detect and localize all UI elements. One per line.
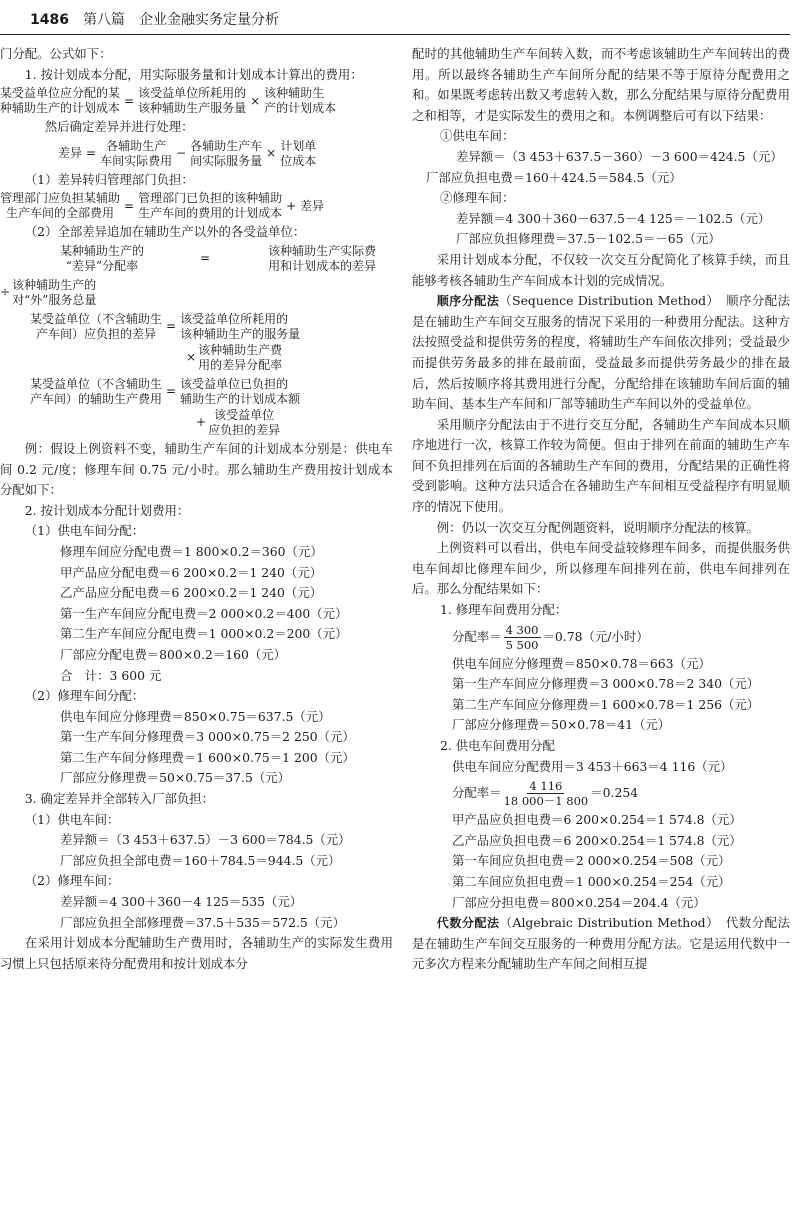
calc-line: 厂部应负担全部修理费＝37.5＋535＝572.5（元） — [60, 914, 345, 930]
sub-heading: （1）供电车间： — [24, 811, 120, 827]
calc-line: 乙产品应负担电费＝6 200×0.254＝1 574.8（元） — [452, 832, 742, 848]
formula-diff-rate: 某种辅助生产的 “差异”分配率 = 该种辅助生产实际费 用和计划成本的差异 — [60, 243, 377, 273]
sub-heading: （1）差异转归管理部门负担： — [24, 171, 194, 187]
calc-line: 甲产品应分配电费＝6 200×0.2＝1 240（元） — [60, 564, 323, 580]
paragraph: 然后确定差异并进行处理： — [44, 119, 194, 135]
paragraph: 采用计划成本分配，不仅较一次交互分配简化了核算手续，而且能够考核各辅助生产车间成本计划的完成情况。 — [412, 251, 790, 288]
calc-line: 第二生产车间分修理费＝1 600×0.75＝1 200（元） — [60, 749, 355, 765]
formula-difference: 差异 = 各辅助生产 车间实际费用 − 各辅助生产车 间实际服务量 × 计划单 位成本 — [58, 138, 317, 168]
formula-mgmt-cost: 管理部门应负担某辅助 生产车间的全部费用 = 管理部门已负担的该种辅助 生产车间的费用的计划成本 + 差异 — [0, 191, 324, 221]
sub-heading: ①供电车间： — [440, 128, 515, 144]
calc-line: 厂部应负担全部电费＝160＋784.5＝944.5（元） — [60, 852, 341, 868]
rate-formula: 分配率＝ 4 116 18 000－1 800 ＝0.254 — [452, 779, 639, 809]
calc-line: 第二生产车间应分配电费＝1 000×0.2＝200（元） — [60, 626, 348, 642]
header-rule — [0, 34, 790, 35]
formula-unit-cost-diff: + 该受益单位 应负担的差异 — [196, 407, 281, 437]
calc-line: 第一车间应负担电费＝2 000×0.254＝508（元） — [452, 853, 731, 869]
calc-list-diff-repair — [0, 892, 393, 933]
calc-line: 第一生产车间分修理费＝3 000×0.75＝2 250（元） — [60, 729, 355, 745]
calc-list-diff-power — [0, 830, 393, 871]
paragraph: 配时的其他辅助生产车间转入数，而不考虑该辅助生产车间转出的费用。所以最终各辅助生产车间所分配的结果不等于原待分配费用之和。如果既考虑转出数又考虑转入数，那么分配结果与原待分配费用之和相等，才是实际发生的费用之和。本例调整后可有以下结果： — [412, 46, 790, 123]
calc-line: 供电车间应分修理费＝850×0.75＝637.5（元） — [60, 708, 331, 724]
paragraph: 例：假设上例资料不变，辅助生产车间的计划成本分别是：供电车间 0.2 元/度；修理车间 0.75 元/小时。那么辅助生产费用按计划成本分配如下： — [0, 440, 393, 498]
calc-line: 差异额＝（3 453＋637.5）－3 600＝784.5（元） — [60, 832, 351, 848]
calc-line: 厂部应分担电费＝800×0.254＝204.4（元） — [452, 894, 706, 910]
calc-total: 合 计：3 600 元 — [60, 667, 162, 683]
paragraph: 在采用计划成本分配辅助生产费用时，各辅助生产的实际发生费用习惯上只包括原来待分配费用和按计划成本分 — [0, 935, 393, 971]
calc-line: 厂部应分修理费＝50×0.75＝37.5（元） — [60, 770, 291, 786]
chapter-title: 企业金融实务定量分析 — [138, 12, 279, 28]
method-heading: 3. 确定差异并全部转入厂部负担： — [24, 791, 215, 807]
formula-unit-diff: 某受益单位（不含辅助生 产车间）应负担的差异 = 该受益单位所耗用的 该种辅助生产的服务量 — [30, 311, 301, 341]
calc-line: 厂部应负担电费＝160＋424.5＝584.5（元） — [426, 169, 682, 185]
paragraph: 门分配。公式如下： — [0, 46, 112, 61]
term-algebraic: 代数分配法 — [436, 916, 500, 931]
left-column — [0, 44, 393, 974]
term-sequence-en: （Sequence Distribution Method） — [499, 293, 714, 309]
formula-unit-diff-rate: × 该种辅助生产费 用的差异分配率 — [186, 342, 283, 372]
calc-list-repair — [0, 707, 393, 789]
paragraph: 上例资料可以看出，供电车间受益较修理车间多，而提供服务供电车间却比修理车间少，所以修理车间排列在前，供电车间排列在后。那么分配结果如下： — [412, 540, 790, 597]
formula-unit-cost: 某受益单位（不含辅助生 产车间）的辅助生产费用 = 该受益单位已负担的 辅助生产的计划成本额 — [30, 376, 301, 406]
calc-line: 第一生产车间应分配电费＝2 000×0.2＝400（元） — [60, 605, 348, 621]
running-header — [30, 9, 279, 29]
sub-heading: （2）修理车间： — [24, 873, 120, 889]
paragraph: 采用顺序分配法由于不进行交互分配，各辅助生产车间成本只顺序地进行一次，核算工作较为简便。但由于排列在前面的辅助生产车间不负担排列在后面的各辅助生产车间的费用，分配结果的正确性将受到影响。这种方法只适合在各辅助生产车间相互受益程序有明显顺序的情况下使用。 — [412, 416, 790, 515]
term-algebraic-en: （Algebraic Distribution Method） — [499, 915, 713, 931]
term-sequence: 顺序分配法 — [436, 294, 500, 309]
calc-list-power — [0, 542, 393, 686]
formula-diff-rate-divisor: ÷ 该种辅助生产的 对“外”服务总量 — [0, 277, 97, 307]
sub-heading: ②修理车间： — [440, 190, 515, 206]
formula-plan-cost: 某受益单位应分配的某 种辅助生产的计划成本 = 该受益单位所耗用的 该种辅助生产服务量 × 该种辅助生 产的计划成本 — [0, 86, 337, 116]
calc-line: 厂部应分修理费＝50×0.78＝41（元） — [452, 717, 671, 733]
method-heading: 2. 供电车间费用分配 — [440, 738, 555, 753]
paragraph: 例：仍以一次交互分配例题资料，说明顺序分配法的核算。 — [436, 519, 759, 535]
calc-line: 修理车间应分配电费＝1 800×0.2＝360（元） — [60, 543, 323, 559]
calc-line: 厂部应负担修理费＝37.5－102.5＝－65（元） — [456, 231, 721, 247]
rate-formula: 分配率＝ 4 300 5 500 ＝0.78（元/小时） — [452, 622, 649, 652]
page-number: 1486 — [30, 12, 69, 28]
method-heading: 2. 按计划成本分配计划费用： — [24, 502, 190, 518]
calc-line: 供电车间应分配费用＝3 453＋663＝4 116（元） — [452, 758, 733, 774]
calc-line: 第一生产车间应分修理费＝3 000×0.78＝2 340（元） — [452, 676, 760, 692]
paragraph-sequence-method: 顺序分配法（Sequence Distribution Method） 顺序分配法是在辅助生产车间交互服务的情况下采用的一种费用分配法。这种方法按照受益和提供劳务的程度，将辅助生产车间依次排列；受益最少而提供劳务最多的排在最前面，受益最多而提供劳务最少的排在最后，然后按顺序将其费用进行分配，分配给排在该辅助车间后面的辅助车间、基本生产车间和厂部等辅助生产车间以外的受益单位。 — [412, 293, 791, 412]
right-column — [412, 44, 790, 975]
calc-list-seq-power — [412, 757, 790, 914]
calc-line: 甲产品应负担电费＝6 200×0.254＝1 574.8（元） — [452, 812, 742, 828]
calc-line: 差异额＝（3 453＋637.5－360）－3 600＝424.5（元） — [456, 148, 783, 164]
calc-line: 厂部应分配电费＝800×0.2＝160（元） — [60, 646, 287, 662]
calc-line: 供电车间应分修理费＝850×0.78＝663（元） — [452, 655, 711, 671]
sub-heading: （1）供电车间分配： — [24, 523, 145, 539]
method-heading: 1. 按计划成本分配，用实际服务量和计划成本计算出的费用： — [24, 66, 363, 82]
sub-heading: （2）全部差异追加在辅助生产以外的各受益单位： — [24, 224, 306, 240]
calc-line: 第二生产车间应分修理费＝1 600×0.78＝1 256（元） — [452, 696, 760, 712]
calc-line: 第二车间应负担电费＝1 000×0.254＝254（元） — [452, 873, 731, 889]
part-label: 第八篇 — [82, 12, 125, 28]
calc-line: 乙产品应分配电费＝6 200×0.2＝1 240（元） — [60, 585, 323, 601]
method-heading: 1. 修理车间费用分配： — [440, 602, 568, 618]
paragraph-algebraic-method: 代数分配法（Algebraic Distribution Method） 代数分配法是在辅助生产车间交互服务的一种费用分配方法。它是运用代数中一元多次方程来分配辅助生产车间之间相互提 — [412, 915, 790, 972]
calc-line: 差异额＝4 300＋360－637.5－4 125＝－102.5（元） — [456, 210, 771, 226]
calc-line: 差异额＝4 300＋360－4 125＝535（元） — [60, 894, 303, 910]
calc-list-seq-repair — [412, 623, 790, 736]
sub-heading: （2）修理车间分配： — [24, 688, 145, 704]
